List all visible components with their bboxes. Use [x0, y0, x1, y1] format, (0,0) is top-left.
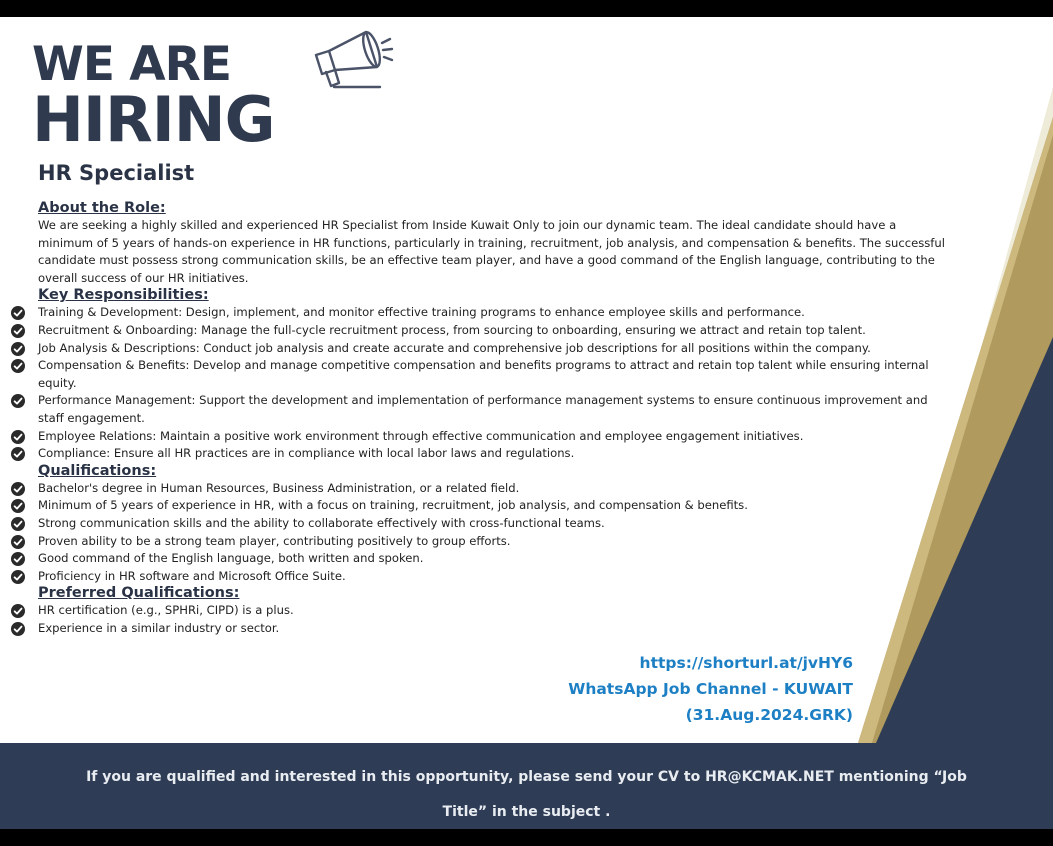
list-item	[11, 428, 946, 446]
list-item-text: Compensation & Benefits: Develop and manage competitive compensation and benefits programs to attract and retain top talent while ensuring internal equity.	[38, 358, 929, 390]
list-item-text: Proven ability to be a strong team player, contributing positively to group efforts.	[38, 533, 511, 548]
check-circle-icon	[11, 306, 25, 320]
list-item-text: Job Analysis & Descriptions: Conduct job analysis and create accurate and comprehensive job descriptions for all positions within the company.	[38, 340, 871, 355]
top-black-border	[0, 0, 1053, 17]
list-item-text: Recruitment & Onboarding: Manage the full-cycle recruitment process, from sourcing to onboarding, ensuring we attract and retain top talent.	[38, 322, 866, 337]
list-item-text: Strong communication skills and the ability to collaborate effectively with cross-functional teams.	[38, 515, 605, 530]
check-circle-icon	[11, 499, 25, 513]
about-text: We are seeking a highly skilled and experienced HR Specialist from Inside Kuwait Only to join our dynamic team. The ideal candidate should have a minimum of 5 years of hands-on experience in HR functions, particularly in training, recruitment, job analysis, and compensation & benefits. The successful candidate must possess strong communication skills, be an effective team player, and have a good command of the English language, contributing to the overall success of our HR initiatives.	[38, 218, 945, 285]
list-item-text: HR certification (e.g., SPHRi, CIPD) is a plus.	[38, 603, 294, 618]
list-item-text: Proficiency in HR software and Microsoft Office Suite.	[38, 568, 346, 583]
headline-hiring: HIRING	[32, 83, 275, 156]
footer-text: If you are qualified and interested in this opportunity, please send your CV to HR@KCMAK.NET mentioning “Job Title” in the subject .	[86, 768, 967, 820]
list-item	[11, 392, 946, 427]
preferred-heading: Preferred Qualifications:	[38, 585, 240, 602]
list-item	[11, 533, 946, 551]
list-item	[11, 357, 946, 392]
check-circle-icon	[11, 342, 25, 356]
megaphone-icon	[308, 25, 400, 91]
whatsapp-channel-label: WhatsApp Job Channel - KUWAIT	[568, 680, 853, 698]
check-circle-icon	[11, 359, 25, 373]
footer	[0, 760, 1053, 829]
list-item-text: Performance Management: Support the development and implementation of performance management systems to ensure continuous improvement and staff engagement.	[38, 393, 928, 425]
short-url-link[interactable]: https://shorturl.at/jvHY6	[639, 654, 853, 672]
qualifications-heading: Qualifications:	[38, 462, 157, 479]
list-item-text: Good command of the English language, both written and spoken.	[38, 551, 424, 566]
check-circle-icon	[11, 324, 25, 338]
list-item	[11, 568, 946, 586]
responsibilities-heading: Key Responsibilities:	[38, 287, 209, 304]
list-item	[11, 620, 946, 638]
list-item-text: Experience in a similar industry or sector.	[38, 620, 280, 635]
links-block	[568, 650, 853, 728]
list-item-text: Compliance: Ensure all HR practices are in compliance with local labor laws and regulations.	[38, 446, 575, 461]
list-item-text: Minimum of 5 years of experience in HR, with a focus on training, recruitment, job analysis, and compensation & benefits.	[38, 498, 748, 513]
bottom-black-border	[0, 829, 1053, 846]
check-circle-icon	[11, 517, 25, 531]
list-item	[11, 515, 946, 533]
responsibilities-list	[11, 304, 946, 462]
check-circle-icon	[11, 535, 25, 549]
post-date: (31.Aug.2024.GRK)	[685, 706, 853, 724]
list-item	[11, 340, 946, 358]
list-item	[11, 322, 946, 340]
check-circle-icon	[11, 430, 25, 444]
list-item-text: Employee Relations: Maintain a positive work environment through effective communication and employee engagement initiatives.	[38, 428, 804, 443]
check-circle-icon	[11, 622, 25, 636]
poster-card	[0, 17, 1053, 829]
check-circle-icon	[11, 394, 25, 408]
list-item	[11, 497, 946, 515]
list-item-text: Bachelor's degree in Human Resources, Business Administration, or a related field.	[38, 480, 520, 495]
job-description	[11, 200, 946, 637]
list-item	[11, 550, 946, 568]
headline-we-are: WE ARE	[32, 37, 231, 92]
list-item	[11, 602, 946, 620]
check-circle-icon	[11, 552, 25, 566]
preferred-list	[11, 602, 946, 637]
check-circle-icon	[11, 604, 25, 618]
list-item	[11, 480, 946, 498]
list-item	[11, 304, 946, 322]
list-item-text: Training & Development: Design, implement, and monitor effective training programs to enhance employee skills and performance.	[38, 305, 805, 320]
qualifications-list	[11, 480, 946, 586]
check-circle-icon	[11, 447, 25, 461]
list-item	[11, 445, 946, 463]
check-circle-icon	[11, 570, 25, 584]
about-heading: About the Role:	[38, 200, 166, 216]
job-title: HR Specialist	[38, 161, 195, 185]
check-circle-icon	[11, 482, 25, 496]
